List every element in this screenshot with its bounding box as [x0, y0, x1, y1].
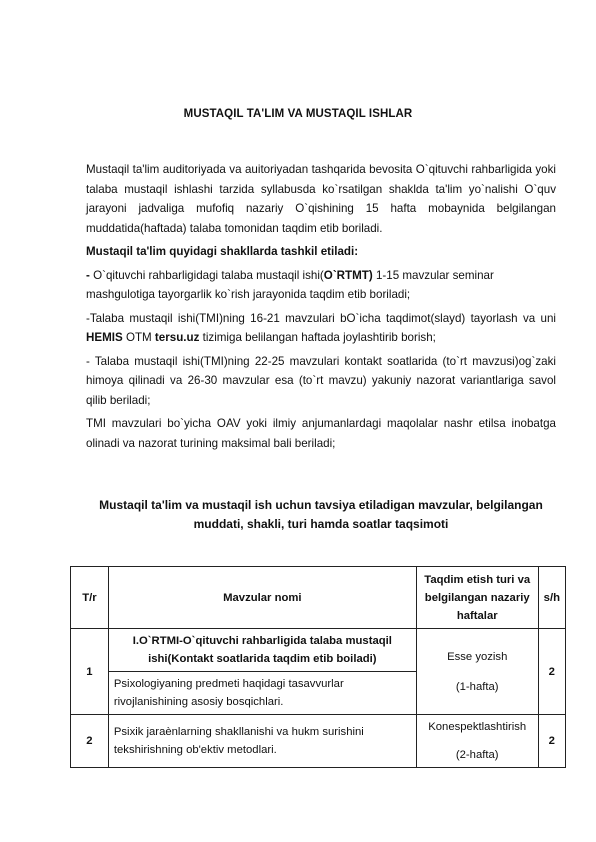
- page-title: MUSTAQIL TA'LIM VA MUSTAQIL ISHLAR: [183, 108, 413, 120]
- item1-post: 1-15 mavzular seminar mashgulotiga tayorgarlik ko`rish jarayonida taqdim etib boriladi;: [86, 268, 494, 301]
- table-row: [71, 629, 566, 672]
- row1-form: Esse yozish: [447, 650, 508, 663]
- row1-num: 1: [71, 629, 109, 715]
- item2-hemis: HEMIS: [86, 331, 123, 344]
- row1-topic: Psixologiyaning predmeti haqidagi tasavvurlar rivojlanishining asosiy bosqichlari.: [108, 672, 416, 715]
- header-num: T/r: [71, 567, 109, 629]
- row2-num: 2: [71, 715, 109, 768]
- table-row: [71, 715, 566, 768]
- row1-hours: 2: [538, 629, 565, 715]
- forms-heading: Mustaqil ta'lim quyidagi shakllarda tashkil etiladi:: [86, 245, 359, 258]
- item2-pre: -Talaba mustaqil ishi(TMI)ning 16-21 mavzulari bO`icha taqdimot(slayd) tayorlash va uni: [86, 311, 556, 325]
- row2-week: (2-hafta): [455, 749, 499, 761]
- table-header-row: [71, 567, 566, 629]
- item1-pre: O`qituvchi rahbarligidagi talaba mustaqil ishi(: [93, 268, 324, 282]
- header-topic: Mavzular nomi: [108, 567, 416, 629]
- row1-form-cell: [416, 629, 538, 715]
- row1-week: (1-hafta): [455, 680, 499, 693]
- header-form: Taqdim etish turi va belgilangan nazariy haftalar: [416, 567, 538, 629]
- item2-site: tersu.uz: [154, 331, 200, 344]
- item2-mid: OTM: [122, 331, 155, 344]
- item1-dash: -: [86, 268, 94, 282]
- item1-bold: O`RTMT): [323, 268, 373, 282]
- table-subtitle: Mustaqil ta'lim va mustaqil ish uchun tavsiya etiladigan mavzular, belgilangan muddati, shakli, turi hamda soatlar taqsimoti: [99, 498, 543, 531]
- topics-table: [70, 566, 566, 768]
- list-item-3: - Talaba mustaqil ishi(TMI)ning 22-25 mavzulari kontakt soatlarida (to`rt mavzusi)og`zaki himoya qilinadi va 26-30 mavzular esa (to`rt mavzu) yakuniy nazorat variantlariga savol qilib beriladi;: [86, 354, 556, 407]
- row2-form-cell: [416, 715, 538, 768]
- header-hours: s/h: [538, 567, 565, 629]
- list-item-4: TMI mavzulari bo`yicha OAV yoki ilmiy anjumanlardagi maqolalar nashr etilsa inobatga olinadi va nazorat turining maksimal bali beriladi;: [86, 417, 556, 450]
- list-item-2: [86, 309, 556, 348]
- item2-post: tizimiga belilangan haftada joylashtirib borish;: [199, 331, 436, 344]
- row2-form: Konespektlashtirish: [428, 721, 527, 733]
- row2-topic: Psixik jaraènlarning shakllanishi va hukm surishini tekshirishning ob'ektiv metodlari.: [108, 715, 416, 768]
- list-item-1: [86, 266, 556, 305]
- body-text: [86, 160, 556, 457]
- row1-section: I.O`RTMI-O`qituvchi rahbarligida talaba mustaqil ishi(Kontakt soatlarida taqdim etib boiladi): [108, 629, 416, 672]
- row2-hours: 2: [538, 715, 565, 768]
- intro-paragraph: Mustaqil ta'lim auditoriyada va auitoriyadan tashqarida bevosita O`qituvchi rahbarligida yoki talaba mustaqil ishlashi tarzida syllabusda ko`rsatilgan shaklda ta'lim yo`nalishi O`quv jarayoni jadvaliga mufofiq nazariy O`qishining 15 hafta mobaynida belgilangan muddatida(haftada) talaba tomonidan taqdim etib boriladi.: [86, 163, 556, 235]
